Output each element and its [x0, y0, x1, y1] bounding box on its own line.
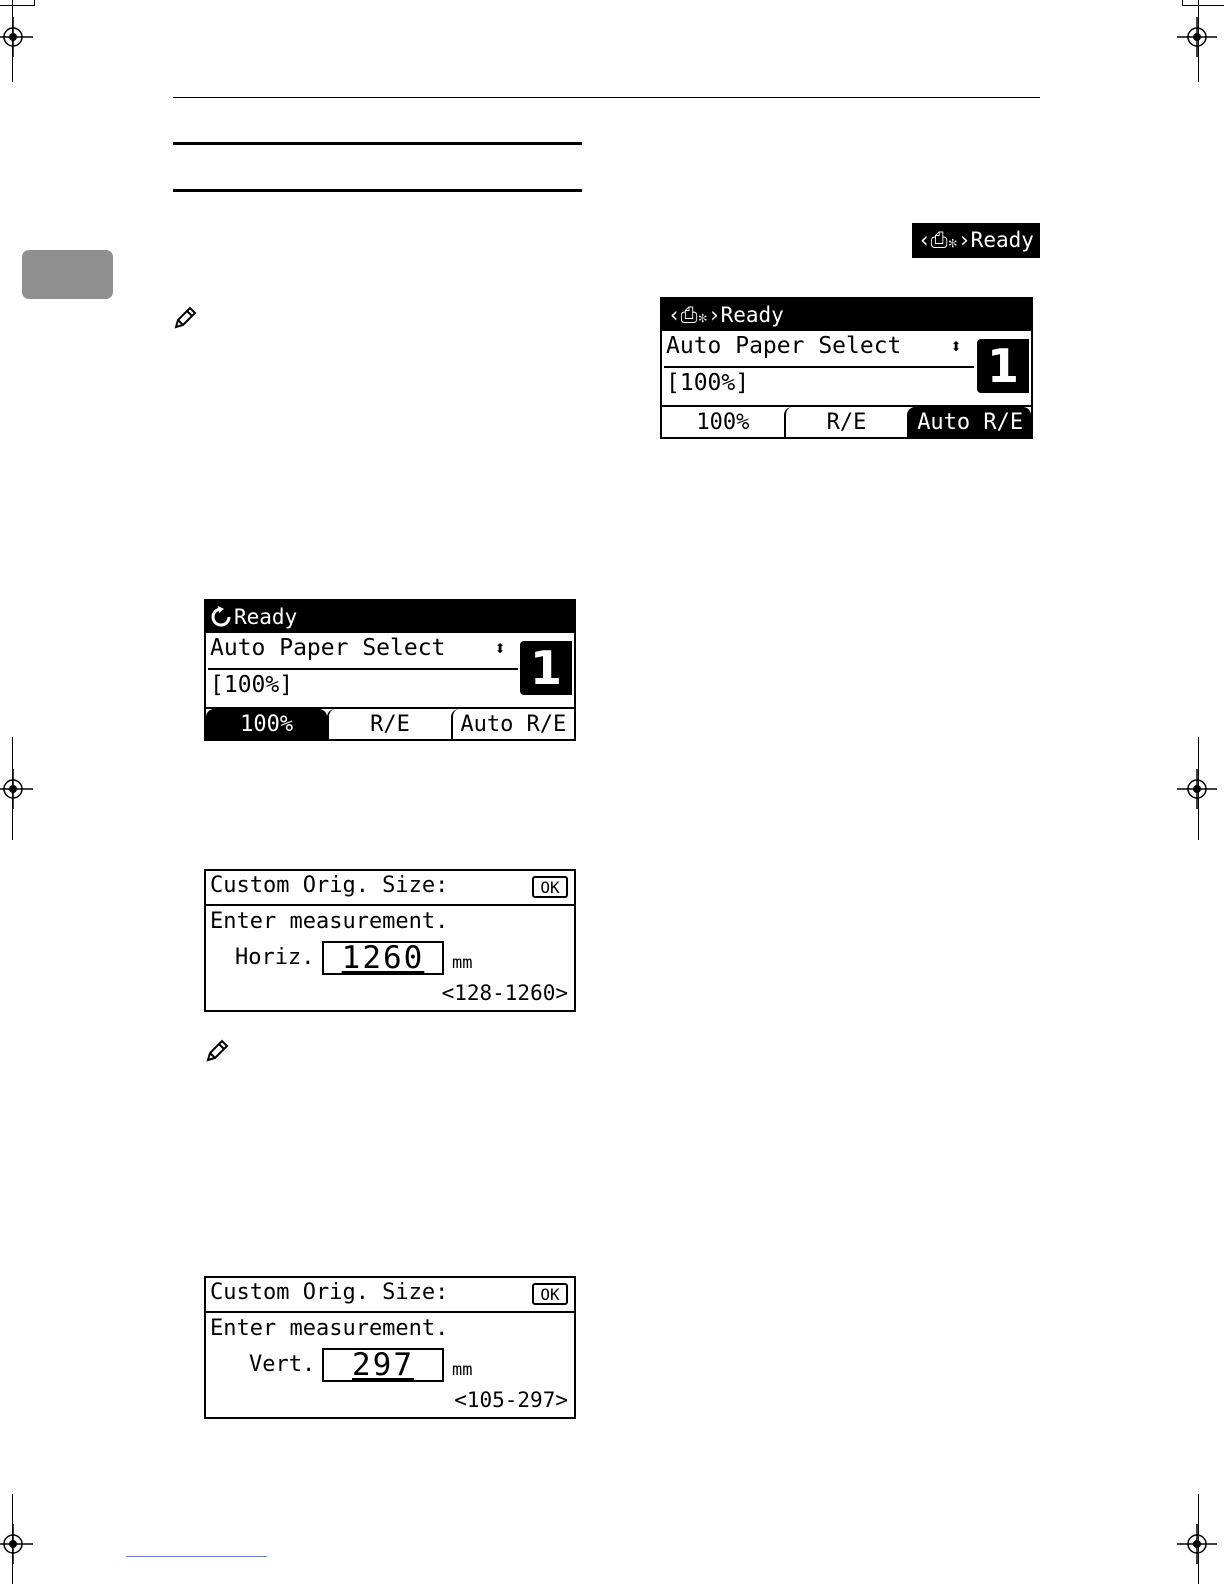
trim-line [34, 0, 35, 6]
dimension-input[interactable]: 297 [322, 1348, 444, 1382]
trim-line [1182, 5, 1224, 6]
copy-count: 1 [520, 641, 572, 695]
section-rule-top [173, 142, 582, 145]
lcd-divider [664, 366, 974, 368]
tab-100-percent[interactable]: 100% [662, 407, 784, 437]
copy-count: 1 [977, 339, 1029, 393]
dimension-input[interactable]: 1260 [322, 941, 444, 975]
lcd-screen-ready [204, 599, 576, 741]
lcd-status-title: Ready [234, 605, 298, 629]
dimension-label: Vert. [249, 1352, 316, 1377]
trim-line [0, 5, 34, 6]
paper-select-label: Auto Paper Select [666, 333, 902, 359]
registration-mark-icon [0, 769, 33, 809]
ratio-value: [100%] [210, 672, 294, 698]
lcd-status-title: ‹⎙⁎›Ready [662, 299, 1031, 331]
lcd-screen-custom-vert [204, 1276, 576, 1419]
trim-line [1198, 0, 1199, 82]
range-hint: <105-297> [454, 1388, 568, 1412]
screen-header [206, 1278, 574, 1313]
prompt-text: Enter measurement. [210, 1316, 449, 1341]
registration-mark-icon [1177, 769, 1217, 809]
screen-header [206, 871, 574, 906]
registration-mark-icon [1177, 17, 1217, 57]
tab-reduce-enlarge[interactable]: R/E [327, 709, 450, 739]
registration-mark-icon [0, 17, 33, 57]
section-rule-bottom [173, 189, 582, 192]
unit-label: mm [452, 953, 473, 973]
footer-link-line [126, 1556, 267, 1557]
trim-line [1182, 0, 1183, 6]
note-pencil-icon [172, 305, 198, 331]
ready-indicator-badge: ‹⎙⁎›Ready [912, 223, 1040, 258]
paper-select-label: Auto Paper Select [210, 635, 446, 661]
chapter-tab [22, 250, 113, 299]
lcd-divider [208, 668, 518, 670]
trim-line [1198, 737, 1199, 840]
ok-button[interactable]: OK [532, 876, 568, 898]
up-down-arrow-icon[interactable]: ⬍ [494, 636, 507, 660]
screen-title: Custom Orig. Size: [210, 1280, 449, 1305]
trim-line [12, 1494, 13, 1584]
up-down-arrow-icon[interactable]: ⬍ [950, 334, 963, 358]
registration-mark-icon [1177, 1524, 1217, 1564]
tab-auto-reduce-enlarge[interactable]: Auto R/E [451, 709, 574, 739]
trim-line [12, 737, 13, 840]
header-rule [173, 97, 1040, 98]
ok-button[interactable]: OK [532, 1283, 568, 1305]
tab-100-percent[interactable]: 100% [206, 709, 327, 739]
screen-title: Custom Orig. Size: [210, 873, 449, 898]
trim-line [1198, 1494, 1199, 1584]
tab-reduce-enlarge[interactable]: R/E [784, 407, 908, 437]
prompt-text: Enter measurement. [210, 909, 449, 934]
unit-label: mm [452, 1360, 473, 1380]
ratio-tabs [206, 707, 574, 739]
tab-auto-reduce-enlarge[interactable]: Auto R/E [907, 407, 1031, 437]
trim-line [12, 0, 13, 82]
range-hint: <128-1260> [441, 981, 568, 1005]
ratio-value: [100%] [666, 370, 750, 396]
lcd-screen-custom-horiz [204, 869, 576, 1012]
reload-icon [210, 606, 232, 628]
ratio-tabs [662, 405, 1031, 437]
registration-mark-icon [0, 1524, 33, 1564]
dimension-label: Horiz. [235, 945, 315, 970]
lcd-screen-auto-re [660, 297, 1033, 439]
note-pencil-icon [204, 1038, 230, 1064]
